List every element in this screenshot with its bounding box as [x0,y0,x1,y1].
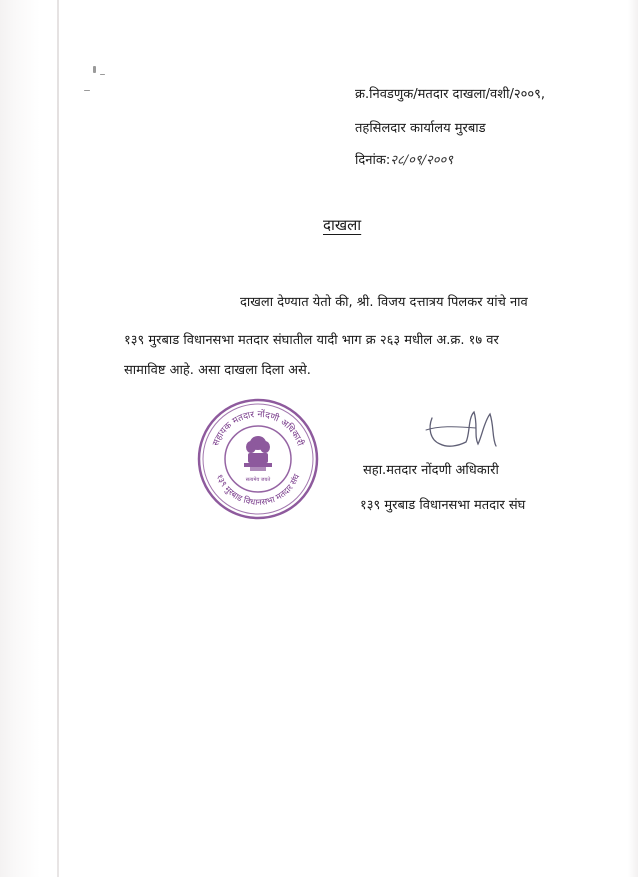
body-line-1: दाखला देण्यात येतो की, श्री. विजय दत्तात्रय पिलकर यांचे नाव [240,295,528,310]
office-name: तहसिलदार कार्यालय मुरबाड [355,121,486,136]
scan-speck [84,90,90,91]
body-line-2: १३९ मुरबाड विधानसभा मतदार संघातील यादी भाग क्र २६३ मधील अ.क्र. १७ वर [124,333,499,348]
handwritten-signature [420,404,510,454]
page-edge-shadow [628,0,638,877]
page-fold-line [57,0,59,877]
emblem-caption: सत्यमेव जयते [245,477,271,483]
seal-text-bottom: १३९ मुरबाड विधानसभा मतदार संघ [213,472,303,509]
date-value: २८/०९/२००९ [390,153,454,168]
official-seal-stamp [196,397,320,521]
constituency-name: १३९ मुरबाड विधानसभा मतदार संघ [360,498,526,513]
ashoka-emblem-icon [244,436,272,471]
seal-text-top: सहायक मतदार नोंदणी अधिकारी [211,409,305,448]
date-line [355,150,453,168]
scan-speck [100,74,105,75]
reference-number: क्र.निवडणुक/मतदार दाखला/वशी/२००९, [355,87,545,102]
certificate-title: दाखला [323,216,362,234]
date-label: दिनांक: [355,153,391,168]
officer-designation: सहा.मतदार नोंदणी अधिकारी [363,463,499,478]
scan-speck [93,66,96,73]
body-line-3: सामाविष्ट आहे. असा दाखला दिला असे. [124,363,311,378]
